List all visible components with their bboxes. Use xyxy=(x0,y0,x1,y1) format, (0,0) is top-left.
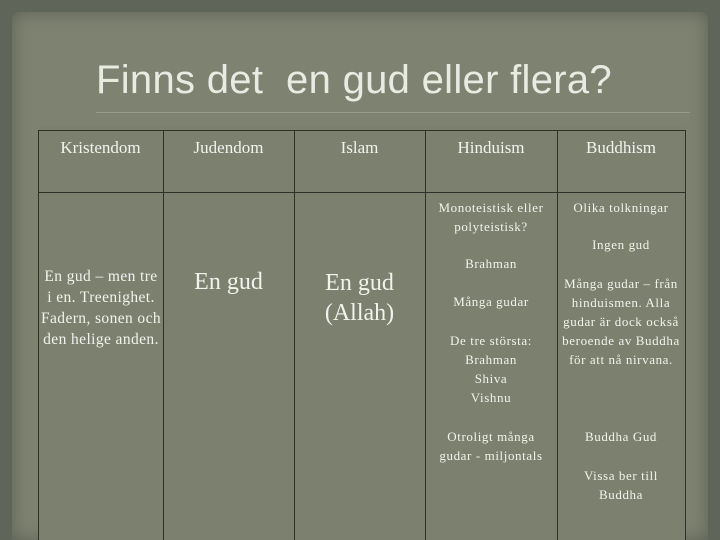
slide-title: Finns det en gud eller flera? xyxy=(96,58,612,102)
header-buddhism: Buddhism xyxy=(586,138,656,157)
buddhism-buddha-god: Buddha Gud xyxy=(584,429,658,444)
header-kristendom: Kristendom xyxy=(60,138,141,157)
hinduism-god-brahman: Brahman xyxy=(465,352,517,367)
column-divider xyxy=(163,130,164,540)
hinduism-god-shiva: Shiva xyxy=(474,371,508,386)
hinduism-many-gods: Många gudar xyxy=(453,294,529,309)
buddhism-some-pray: Vissa ber till Buddha xyxy=(583,468,659,502)
column-divider xyxy=(294,130,295,540)
title-divider xyxy=(96,112,690,113)
kristendom-description: En gud – men tre i en. Treenighet. Fadern, sonen och den helige anden. xyxy=(41,268,162,348)
islam-description-line1: En gud xyxy=(325,270,394,296)
hinduism-question: Monoteistisk eller polyteistisk? xyxy=(438,200,544,234)
header-judendom: Judendom xyxy=(193,138,264,157)
hinduism-god-vishnu: Vishnu xyxy=(470,390,512,405)
column-divider xyxy=(685,130,686,540)
buddhism-interpretations: Olika tolkningar xyxy=(573,200,669,215)
header-row-divider xyxy=(38,192,686,193)
judendom-description: En gud xyxy=(194,269,263,295)
hinduism-millions: Otroligt många gudar - miljontals xyxy=(439,429,543,463)
comparison-table xyxy=(38,126,686,540)
column-divider xyxy=(38,130,39,540)
hinduism-brahman: Brahman xyxy=(465,256,517,271)
hinduism-three-largest: De tre största: xyxy=(450,333,532,348)
table-top-border xyxy=(38,130,686,131)
column-divider xyxy=(557,130,558,540)
header-hinduism: Hinduism xyxy=(457,138,525,157)
header-islam: Islam xyxy=(340,138,379,157)
buddhism-no-god: Ingen gud xyxy=(592,237,650,252)
islam-description-line2: (Allah) xyxy=(324,300,395,326)
buddhism-many-gods: Många gudar – från hinduismen. Alla gudar är dock också beroende av Buddha för att nå nirvana. xyxy=(562,276,680,367)
